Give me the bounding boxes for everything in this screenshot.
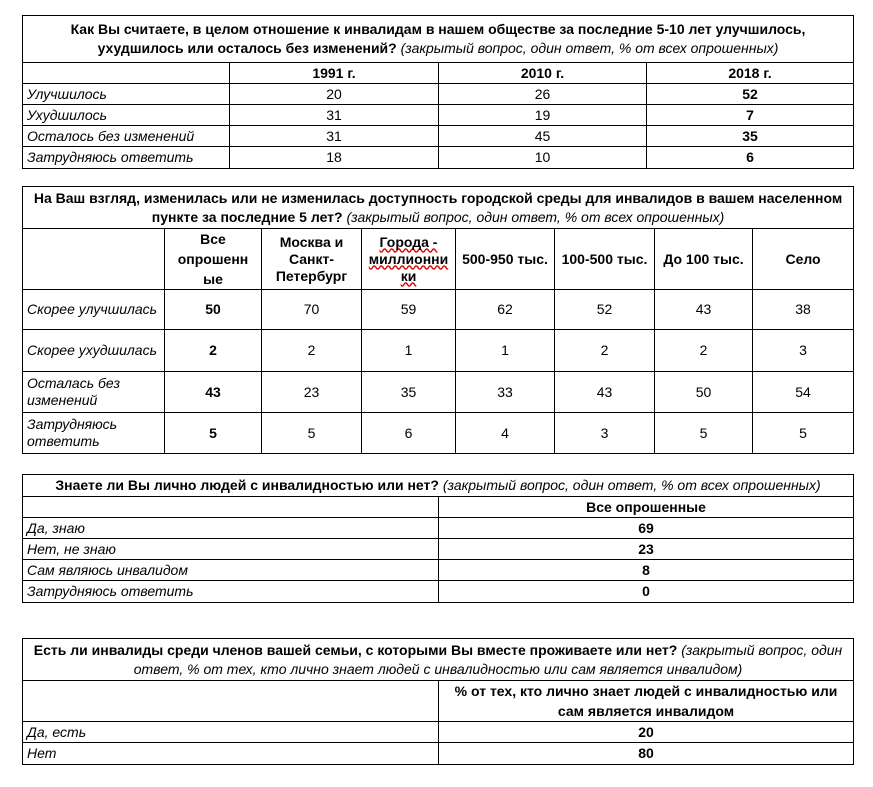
header-row	[23, 681, 854, 722]
table-row	[23, 560, 854, 581]
table-cell: 5	[753, 413, 854, 454]
table-cell: 52	[647, 84, 854, 105]
table-cell: 43	[165, 372, 262, 413]
column-header: Село	[753, 229, 854, 290]
row-label: Затрудняюсь ответить	[23, 581, 439, 603]
empty-header-cell	[23, 63, 230, 84]
table-cell: 19	[439, 105, 647, 126]
column-header: 500-950 тыс.	[456, 229, 555, 290]
column-header	[362, 229, 456, 290]
table-cell: 23	[439, 539, 854, 560]
question-note: (закрытый вопрос, один ответ, % от всех опрошенных)	[442, 477, 821, 493]
table-cell: 20	[230, 84, 439, 105]
table-row	[23, 126, 854, 147]
table-cell: 45	[439, 126, 647, 147]
table-cell: 69	[439, 518, 854, 539]
table-cell: 80	[439, 743, 854, 765]
table-cell: 4	[456, 413, 555, 454]
table-cell: 5	[262, 413, 362, 454]
column-header: 100-500 тыс.	[555, 229, 655, 290]
table-cell: 43	[655, 290, 753, 330]
attitude-table	[22, 15, 854, 169]
table-row	[23, 147, 854, 169]
row-label: Нет, не знаю	[23, 539, 439, 560]
question-note: (закрытый вопрос, один ответ, % от всех опрошенных)	[400, 40, 779, 56]
header-row	[23, 229, 854, 290]
row-label: Ухудшилось	[23, 105, 230, 126]
table-row	[23, 413, 854, 454]
column-header: Все опрошенные	[439, 497, 854, 518]
table-row	[23, 539, 854, 560]
accessibility-table	[22, 186, 854, 454]
table-cell: 35	[362, 372, 456, 413]
row-label: Улучшилось	[23, 84, 230, 105]
table-cell: 43	[555, 372, 655, 413]
table-cell: 1	[456, 330, 555, 372]
table-cell: 5	[165, 413, 262, 454]
table-row	[23, 330, 854, 372]
header-row	[23, 63, 854, 84]
question-text: Есть ли инвалиды среди членов вашей семьи, с которыми Вы вместе проживаете или нет?	[33, 641, 678, 658]
column-header: Все опрошенн ые	[165, 229, 262, 290]
question-note: (закрытый вопрос, один ответ, % от тех, кто лично знает людей с инвалидностью или сам является инвалидом)	[133, 641, 843, 677]
question-text: Как Вы считаете, в целом отношение к инвалидам в нашем обществе за последние 5-10 лет улучшилось, ухудшилось или осталось без изменений?	[70, 21, 806, 56]
family-disabled-table	[22, 638, 854, 765]
table-cell: 6	[647, 147, 854, 169]
table-cell: 0	[439, 581, 854, 603]
table-cell: 8	[439, 560, 854, 581]
table-row	[23, 722, 854, 743]
row-label: Скорее улучшилась	[23, 290, 165, 330]
empty-header-cell	[23, 229, 165, 290]
question-text: На Ваш взгляд, изменилась или не изменилась доступность городской среды для инвалидов в вашем населенном пункте за последние 5 лет?	[33, 189, 843, 225]
row-label: Осталось без изменений	[23, 126, 230, 147]
table-cell: 35	[647, 126, 854, 147]
table-cell: 10	[439, 147, 647, 169]
attitude-question	[23, 16, 854, 63]
table-cell: 50	[655, 372, 753, 413]
know-disabled-table	[22, 474, 854, 603]
table-cell: 2	[262, 330, 362, 372]
question-text: Знаете ли Вы лично людей с инвалидностью или нет?	[55, 477, 439, 493]
table-cell: 70	[262, 290, 362, 330]
table-cell: 7	[647, 105, 854, 126]
column-header: Москва и Санкт-Петербург	[262, 229, 362, 290]
table-row	[23, 372, 854, 413]
row-label: Осталась без изменений	[23, 372, 165, 413]
column-header: До 100 тыс.	[655, 229, 753, 290]
table-cell: 1	[362, 330, 456, 372]
table-row	[23, 743, 854, 765]
table-cell: 20	[439, 722, 854, 743]
table-row	[23, 105, 854, 126]
table-cell: 3	[753, 330, 854, 372]
table-cell: 52	[555, 290, 655, 330]
table-cell: 2	[655, 330, 753, 372]
family-disabled-question	[23, 639, 854, 681]
row-label: Затрудняюсь ответить	[23, 147, 230, 169]
table-cell: 33	[456, 372, 555, 413]
row-label: Да, есть	[23, 722, 439, 743]
table-cell: 18	[230, 147, 439, 169]
table-cell: 31	[230, 126, 439, 147]
table-cell: 6	[362, 413, 456, 454]
know-disabled-question	[23, 475, 854, 497]
question-note: (закрытый вопрос, один ответ, % от всех опрошенных)	[346, 208, 725, 225]
table-cell: 59	[362, 290, 456, 330]
empty-header-cell	[23, 681, 439, 722]
table-cell: 5	[655, 413, 753, 454]
table-cell: 2	[165, 330, 262, 372]
table-row	[23, 84, 854, 105]
column-header: 1991 г.	[230, 63, 439, 84]
table-row	[23, 581, 854, 603]
row-label: Сам являюсь инвалидом	[23, 560, 439, 581]
row-label: Да, знаю	[23, 518, 439, 539]
table-cell: 2	[555, 330, 655, 372]
table-cell: 54	[753, 372, 854, 413]
row-label: Затрудняюсь ответить	[23, 413, 165, 454]
table-row	[23, 518, 854, 539]
table-cell: 31	[230, 105, 439, 126]
row-label: Скорее ухудшилась	[23, 330, 165, 372]
empty-header-cell	[23, 497, 439, 518]
column-header: 2010 г.	[439, 63, 647, 84]
table-cell: 23	[262, 372, 362, 413]
column-header: 2018 г.	[647, 63, 854, 84]
table-row	[23, 290, 854, 330]
accessibility-question	[23, 187, 854, 229]
spellcheck-underlined-text: Города - миллионни ки	[368, 233, 449, 284]
table-cell: 50	[165, 290, 262, 330]
table-cell: 38	[753, 290, 854, 330]
table-cell: 26	[439, 84, 647, 105]
table-cell: 3	[555, 413, 655, 454]
row-label: Нет	[23, 743, 439, 765]
header-row	[23, 497, 854, 518]
table-cell: 62	[456, 290, 555, 330]
column-header: % от тех, кто лично знает людей с инвалидностью или сам является инвалидом	[439, 681, 854, 722]
